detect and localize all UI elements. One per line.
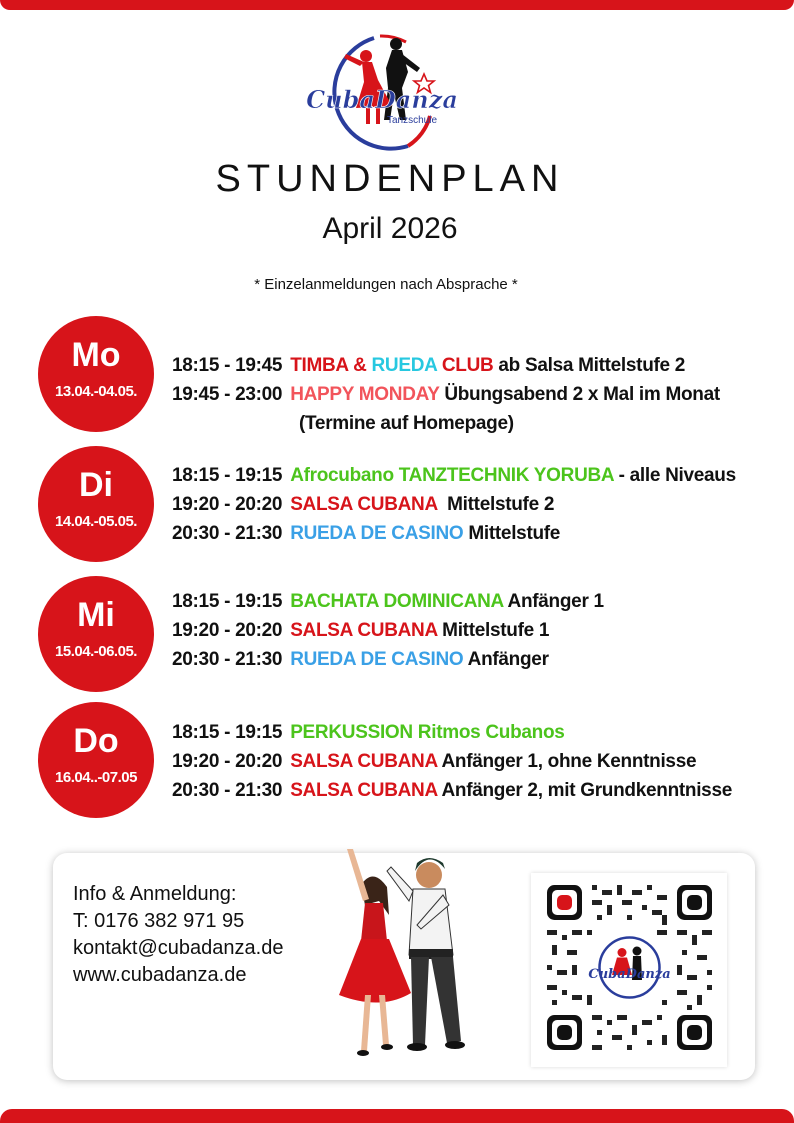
schedule-line — [172, 645, 604, 674]
logo-brand-text: CubaDanza — [306, 85, 458, 114]
contact-info — [73, 881, 283, 989]
course-part: Mittelstufe — [463, 523, 561, 544]
course-part: Mittelstufe 1 — [437, 620, 550, 641]
schedule-line — [172, 461, 736, 490]
day-name: Do — [73, 722, 119, 760]
day-range: 13.04.-04.05. — [55, 383, 137, 400]
course-part: Anfänger 1 — [503, 591, 604, 612]
time-slot: 19:45 - 23:00 — [172, 384, 283, 405]
page-title: STUNDENPLAN — [215, 158, 565, 200]
course-part: Anfänger 1, ohne Kenntnisse — [437, 751, 697, 772]
contact-phone[interactable]: T: 0176 382 971 95 — [73, 910, 245, 932]
schedule-line — [172, 409, 720, 438]
course-part: RUEDA DE CASINO — [290, 649, 464, 670]
schedule-line — [172, 351, 720, 380]
day-name: Di — [79, 466, 113, 504]
logo-sub-text: Tanzschule — [386, 115, 438, 126]
time-slot: 18:15 - 19:45 — [172, 355, 283, 376]
course-part: BACHATA DOMINICANA — [290, 591, 504, 612]
course-part: (Termine auf Homepage) — [299, 413, 514, 434]
course-part: SALSA CUBANA — [290, 494, 438, 515]
schedule-line — [172, 747, 732, 776]
course-part: RUEDA — [371, 355, 437, 376]
course-part: TIMBA & — [290, 355, 372, 376]
schedule-line — [172, 776, 732, 805]
day-circle — [38, 446, 154, 562]
cubadanza-logo — [296, 28, 466, 153]
time-slot: 18:15 - 19:15 — [172, 465, 283, 486]
course-part: CLUB — [436, 355, 494, 376]
registration-note: * Einzelanmeldungen nach Absprache * — [254, 276, 518, 293]
schedule-line — [172, 380, 720, 409]
course-part: HAPPY MONDAY — [290, 384, 440, 405]
schedule-line — [172, 718, 732, 747]
schedule-mi — [172, 587, 604, 674]
schedule-mo — [172, 351, 720, 438]
day-circle — [38, 702, 154, 818]
month-title: April 2026 — [322, 212, 458, 245]
contact-card — [53, 853, 755, 1080]
course-part: SALSA CUBANA — [290, 620, 438, 641]
schedule-line — [172, 616, 604, 645]
time-slot: 19:20 - 20:20 — [172, 751, 283, 772]
time-slot: 20:30 - 21:30 — [172, 649, 283, 670]
qr-code-frame[interactable] — [531, 873, 727, 1067]
course-part: Mittelstufe 2 — [437, 494, 555, 515]
time-slot: 20:30 - 21:30 — [172, 780, 283, 801]
schedule-line — [172, 490, 736, 519]
course-part: Übungsabend 2 x Mal im Monat — [439, 384, 720, 405]
schedule-di — [172, 461, 736, 548]
time-slot: 19:20 - 20:20 — [172, 620, 283, 641]
time-slot: 20:30 - 21:30 — [172, 523, 283, 544]
day-range: 15.04.-06.05. — [55, 643, 137, 660]
course-part: ab Salsa Mittelstufe 2 — [493, 355, 686, 376]
course-part: - alle Niveaus — [613, 465, 736, 486]
time-slot: 18:15 - 19:15 — [172, 591, 283, 612]
contact-heading: Info & Anmeldung: — [73, 883, 237, 905]
day-circle — [38, 316, 154, 432]
schedule-line — [172, 519, 736, 548]
qr-logo-text: CubaDanza — [588, 967, 671, 982]
day-range: 14.04.-05.05. — [55, 513, 137, 530]
salsa-dancers-illustration — [321, 845, 531, 1077]
bottom-red-bar — [0, 1109, 794, 1123]
course-part: SALSA CUBANA — [290, 751, 438, 772]
course-part: Anfänger 2, mit Grundkenntnisse — [437, 780, 732, 801]
course-part: RUEDA DE CASINO — [290, 523, 464, 544]
day-range: 16.04..-07.05 — [55, 769, 137, 786]
day-name: Mi — [77, 596, 115, 634]
course-part: Anfänger — [463, 649, 549, 670]
schedule-do — [172, 718, 732, 805]
day-circle — [38, 576, 154, 692]
contact-website[interactable]: www.cubadanza.de — [73, 964, 247, 986]
day-name: Mo — [71, 336, 121, 374]
course-part: Afrocubano TANZTECHNIK YORUBA — [290, 465, 614, 486]
course-part: PERKUSSION Ritmos Cubanos — [290, 722, 565, 743]
top-red-bar — [0, 0, 794, 10]
qr-code — [547, 885, 712, 1050]
schedule-line — [172, 587, 604, 616]
time-slot: 19:20 - 20:20 — [172, 494, 283, 515]
contact-email[interactable]: kontakt@cubadanza.de — [73, 937, 284, 959]
course-part: SALSA CUBANA — [290, 780, 438, 801]
time-slot: 18:15 - 19:15 — [172, 722, 283, 743]
